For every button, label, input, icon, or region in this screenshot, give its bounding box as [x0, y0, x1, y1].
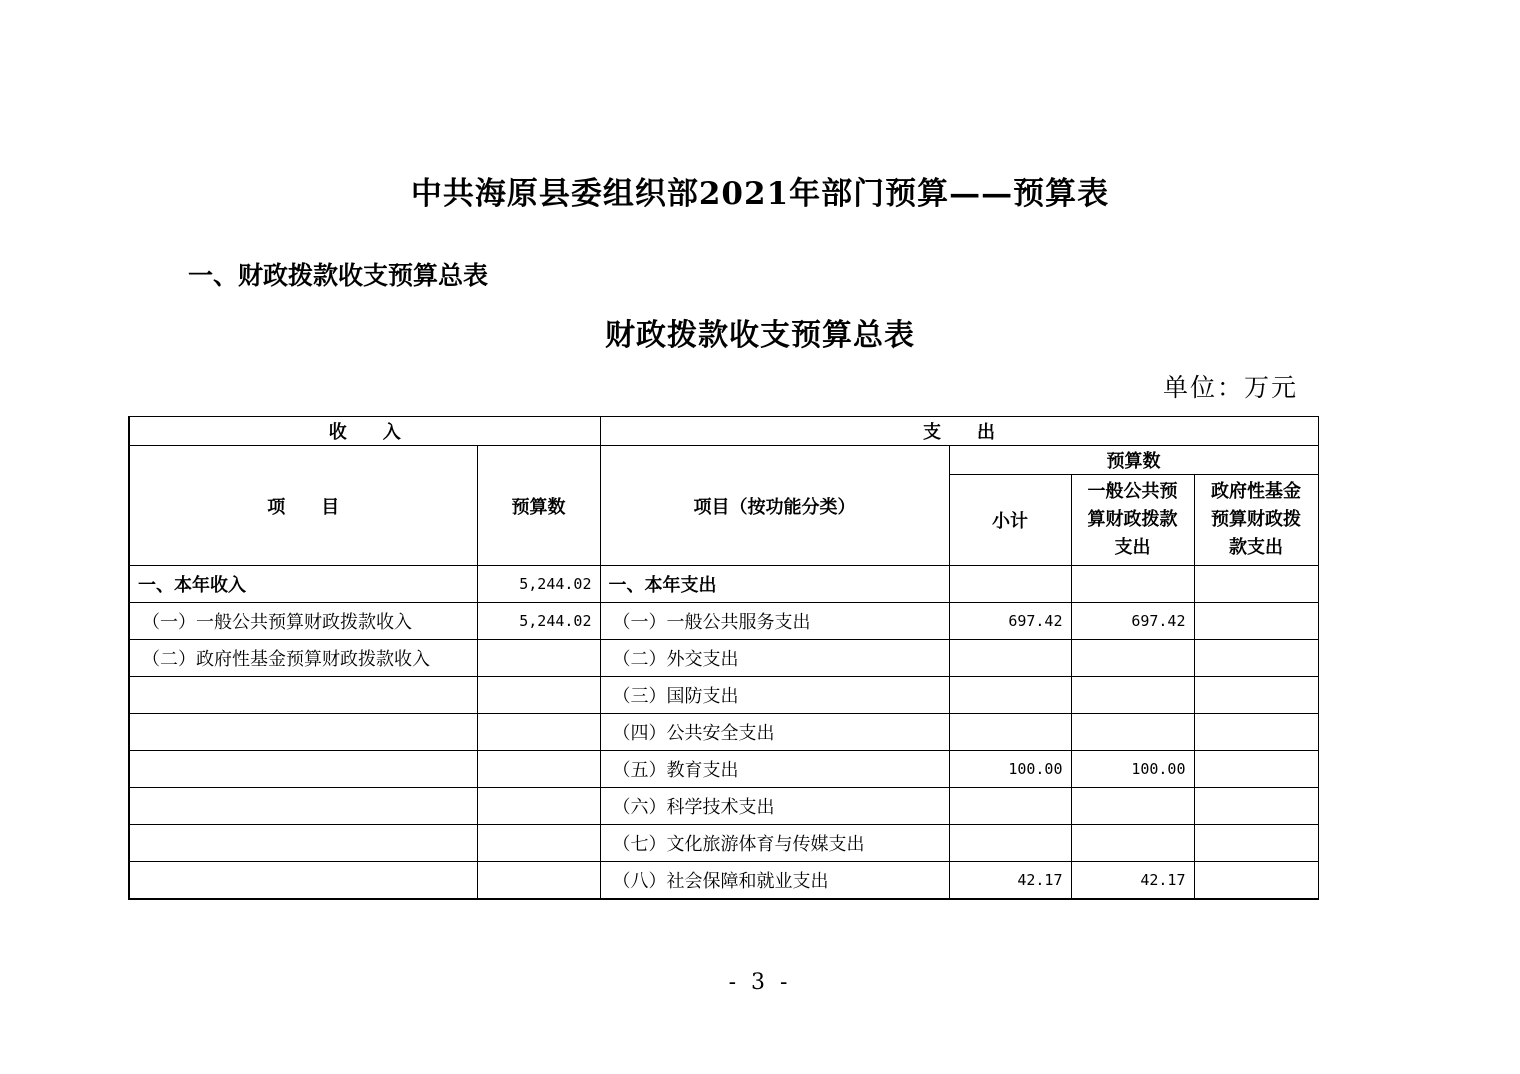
income-item-cell: （二）政府性基金预算财政拨款收入 — [129, 640, 477, 677]
income-item-cell — [129, 751, 477, 788]
header-gov-fund: 政府性基金预算财政拨款支出 — [1194, 475, 1318, 566]
expenditure-item-cell: （七）文化旅游体育与传媒支出 — [600, 825, 949, 862]
income-budget-cell — [477, 677, 600, 714]
header-general-public: 一般公共预算财政拨款支出 — [1071, 475, 1194, 566]
general-public-cell — [1071, 714, 1194, 751]
gov-fund-cell — [1194, 677, 1318, 714]
table-row — [129, 862, 1318, 900]
income-item-cell — [129, 825, 477, 862]
subtotal-cell — [949, 714, 1071, 751]
income-budget-cell — [477, 640, 600, 677]
subtotal-cell — [949, 566, 1071, 603]
section-heading: 一、财政拨款收支预算总表 — [188, 261, 489, 290]
income-item-cell — [129, 862, 477, 900]
expenditure-item-cell: （四）公共安全支出 — [600, 714, 949, 751]
table-row — [129, 788, 1318, 825]
table-row — [129, 640, 1318, 677]
subtotal-cell — [949, 788, 1071, 825]
header-expenditure: 支 出 — [600, 417, 1318, 446]
income-item-cell — [129, 677, 477, 714]
expenditure-item-cell: （五）教育支出 — [600, 751, 949, 788]
gov-fund-cell — [1194, 862, 1318, 900]
header-subtotal: 小计 — [949, 475, 1071, 566]
expenditure-item-cell: （一）一般公共服务支出 — [600, 603, 949, 640]
general-public-cell: 42.17 — [1071, 862, 1194, 900]
page-number: - 3 - — [728, 970, 792, 995]
income-item-cell — [129, 714, 477, 751]
table-title: 财政拨款收支预算总表 — [605, 318, 915, 353]
subtotal-cell — [949, 677, 1071, 714]
subtotal-cell: 697.42 — [949, 603, 1071, 640]
header-budget: 预算数 — [477, 446, 600, 566]
income-budget-cell: 5,244.02 — [477, 603, 600, 640]
expenditure-item-cell: （六）科学技术支出 — [600, 788, 949, 825]
gov-fund-cell — [1194, 566, 1318, 603]
income-budget-cell — [477, 714, 600, 751]
header-item-by-function: 项目（按功能分类） — [600, 446, 949, 566]
table-row — [129, 677, 1318, 714]
gov-fund-cell — [1194, 825, 1318, 862]
expenditure-item-cell: （二）外交支出 — [600, 640, 949, 677]
gov-fund-cell — [1194, 603, 1318, 640]
general-public-cell: 697.42 — [1071, 603, 1194, 640]
header-income: 收 入 — [129, 417, 600, 446]
subtotal-cell — [949, 640, 1071, 677]
general-public-cell — [1071, 566, 1194, 603]
header-budget-group: 预算数 — [949, 446, 1318, 475]
table-row — [129, 603, 1318, 640]
subtotal-cell: 42.17 — [949, 862, 1071, 900]
header-item: 项 目 — [129, 446, 477, 566]
income-item-cell: （一）一般公共预算财政拨款收入 — [129, 603, 477, 640]
gov-fund-cell — [1194, 714, 1318, 751]
table-row — [129, 714, 1318, 751]
table-body — [129, 566, 1318, 900]
income-item-cell: 一、本年收入 — [129, 566, 477, 603]
income-budget-cell — [477, 825, 600, 862]
income-budget-cell: 5,244.02 — [477, 566, 600, 603]
table-row — [129, 825, 1318, 862]
subtotal-cell — [949, 825, 1071, 862]
expenditure-item-cell: 一、本年支出 — [600, 566, 949, 603]
income-budget-cell — [477, 862, 600, 900]
expenditure-item-cell: （八）社会保障和就业支出 — [600, 862, 949, 900]
expenditure-item-cell: （三）国防支出 — [600, 677, 949, 714]
general-public-cell — [1071, 825, 1194, 862]
subtotal-cell: 100.00 — [949, 751, 1071, 788]
table-header — [129, 417, 1318, 566]
table-row — [129, 751, 1318, 788]
gov-fund-cell — [1194, 788, 1318, 825]
general-public-cell: 100.00 — [1071, 751, 1194, 788]
table-row — [129, 566, 1318, 603]
general-public-cell — [1071, 788, 1194, 825]
income-item-cell — [129, 788, 477, 825]
unit-label: 单位：万元 — [1162, 373, 1298, 402]
income-budget-cell — [477, 751, 600, 788]
general-public-cell — [1071, 640, 1194, 677]
document-title: 中共海原县委组织部2021年部门预算——预算表 — [410, 176, 1110, 212]
general-public-cell — [1071, 677, 1194, 714]
budget-summary-table — [128, 416, 1319, 900]
income-budget-cell — [477, 788, 600, 825]
gov-fund-cell — [1194, 751, 1318, 788]
gov-fund-cell — [1194, 640, 1318, 677]
